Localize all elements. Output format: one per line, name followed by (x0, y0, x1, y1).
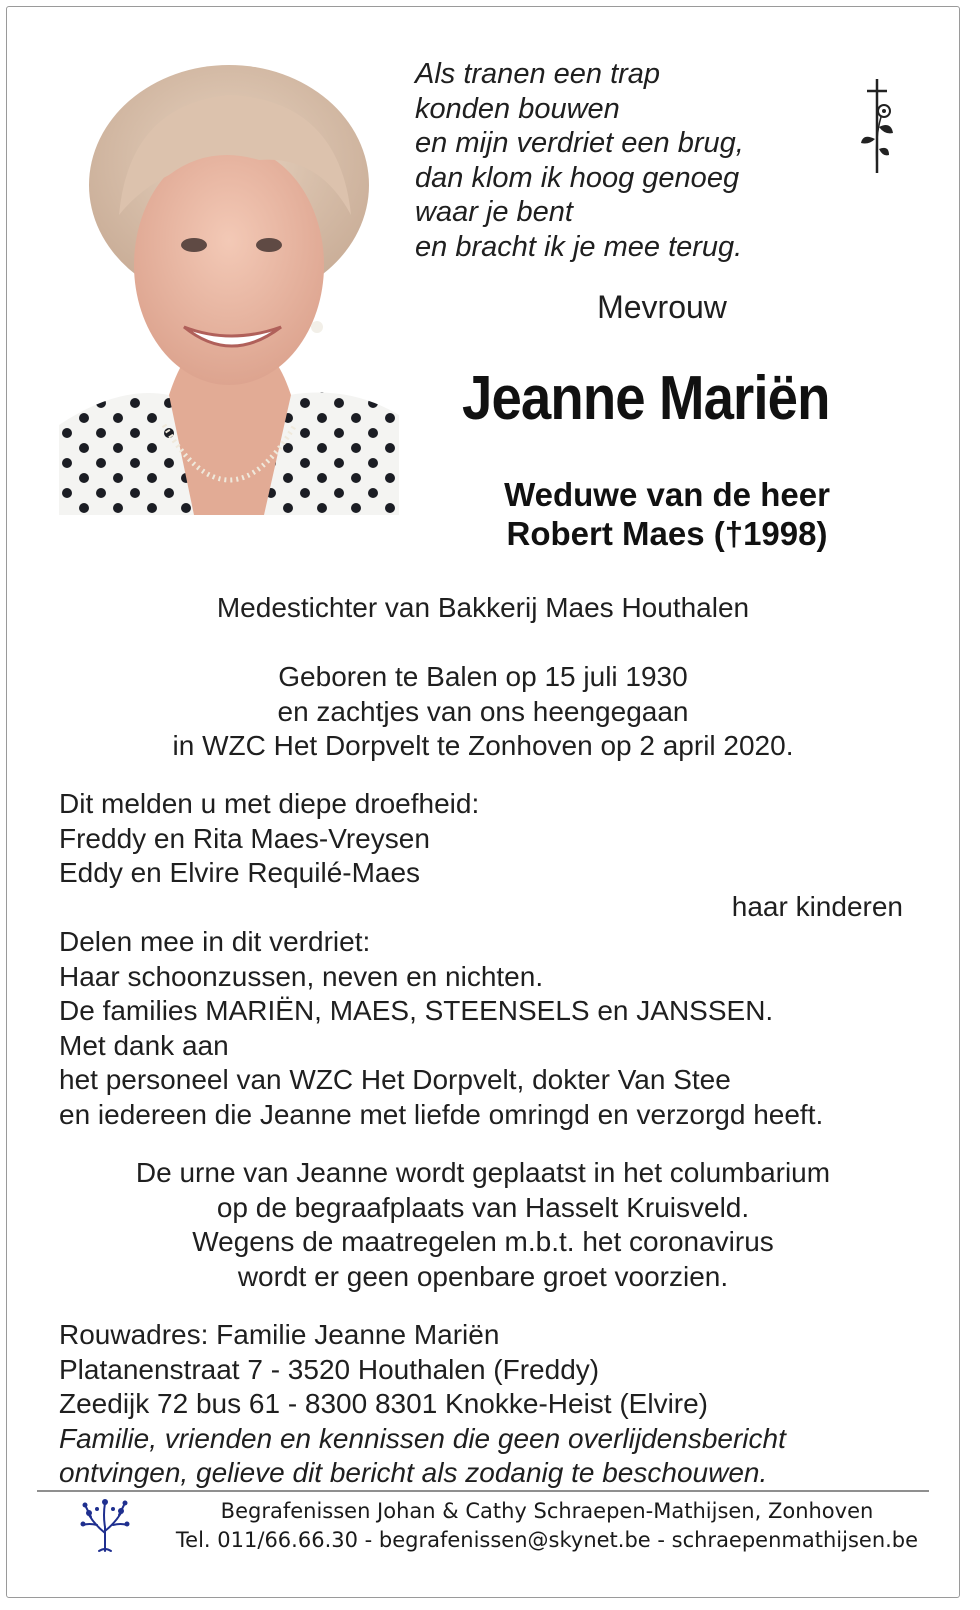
tree-logo-icon (77, 1497, 133, 1553)
cross-with-flower-icon (857, 77, 897, 177)
urn-line: op de begraafplaats van Hasselt Kruisveld. (216, 1191, 750, 1223)
poem-line: en bracht ik je mee terug. (415, 230, 743, 263)
funeral-home-name: Begrafenissen Johan & Cathy Schraepen-Mathijsen, Zonhoven (220, 1499, 874, 1523)
announcement-block (59, 787, 479, 891)
widow-line: Robert Maes (†1998) (506, 515, 828, 552)
address-block (59, 1318, 786, 1491)
poem-line: Als tranen een trap (415, 58, 661, 90)
poem-line: waar je bent (415, 196, 573, 228)
poem-line: en mijn verdriet een brug, (415, 127, 744, 159)
birth-death-block (7, 660, 959, 764)
sharing-intro: Delen mee in dit verdriet: (59, 926, 371, 957)
poem (415, 57, 744, 264)
urn-line: wordt er geen openbare groet voorzien. (237, 1260, 729, 1292)
footer-divider (37, 1490, 929, 1492)
honorific: Mevrouw (597, 289, 727, 325)
notice-line: ontvingen, gelieve dit bericht als zodanig te beschouwen. (59, 1457, 768, 1488)
sharing-line: De families MARIËN, MAES, STEENSELS en JANSSEN. (59, 995, 774, 1026)
death-line: en zachtjes van ons heengegaan (277, 695, 689, 727)
children-label: haar kinderen (731, 891, 903, 922)
deceased-name: Jeanne Mariën (461, 364, 830, 433)
widow-line: Weduwe van de heer (504, 476, 830, 513)
founder-line: Medestichter van Bakkerij Maes Houthalen (216, 592, 750, 623)
portrait-photo (59, 65, 399, 515)
thanks-line: en iedereen die Jeanne met liefde omringd en verzorgd heeft. (59, 1098, 824, 1130)
sharing-line: Haar schoonzussen, neven en nichten. (59, 960, 544, 992)
notice-line: Familie, vrienden en kennissen die geen overlijdensbericht (59, 1422, 786, 1454)
child-name: Eddy en Elvire Requilé-Maes (59, 857, 421, 888)
address-line: Rouwadres: Familie Jeanne Mariën (59, 1319, 500, 1350)
poem-line: dan klom ik hoog genoeg (415, 161, 740, 194)
widow-of (417, 475, 917, 553)
sharing-block (59, 925, 823, 1132)
thanks-line: het personeel van WZC Het Dorpvelt, dokter Van Stee (59, 1064, 731, 1095)
urn-block (7, 1156, 959, 1294)
poem-line: konden bouwen (415, 92, 620, 125)
address-line: Zeedijk 72 bus 61 - 8300 8301 Knokke-Heist (Elvire) (59, 1388, 709, 1419)
death-place-line: in WZC Het Dorpvelt te Zonhoven op 2 april 2020. (172, 730, 794, 761)
funeral-home-contact: Tel. 011/66.66.30 - begrafenissen@skynet.be - schraepenmathijsen.be (175, 1528, 919, 1552)
urn-line: Wegens de maatregelen m.b.t. het coronavirus (192, 1226, 774, 1257)
birth-line: Geboren te Balen op 15 juli 1930 (278, 661, 688, 692)
thanks-intro: Met dank aan (59, 1029, 229, 1061)
funeral-home-footer (137, 1497, 957, 1555)
obituary-card (6, 6, 960, 1598)
child-name: Freddy en Rita Maes-Vreysen (59, 822, 430, 854)
urn-line: De urne van Jeanne wordt geplaatst in het columbarium (135, 1157, 831, 1188)
announcement-intro: Dit melden u met diepe droefheid: (59, 788, 480, 819)
address-line: Platanenstraat 7 - 3520 Houthalen (Freddy) (59, 1353, 600, 1385)
